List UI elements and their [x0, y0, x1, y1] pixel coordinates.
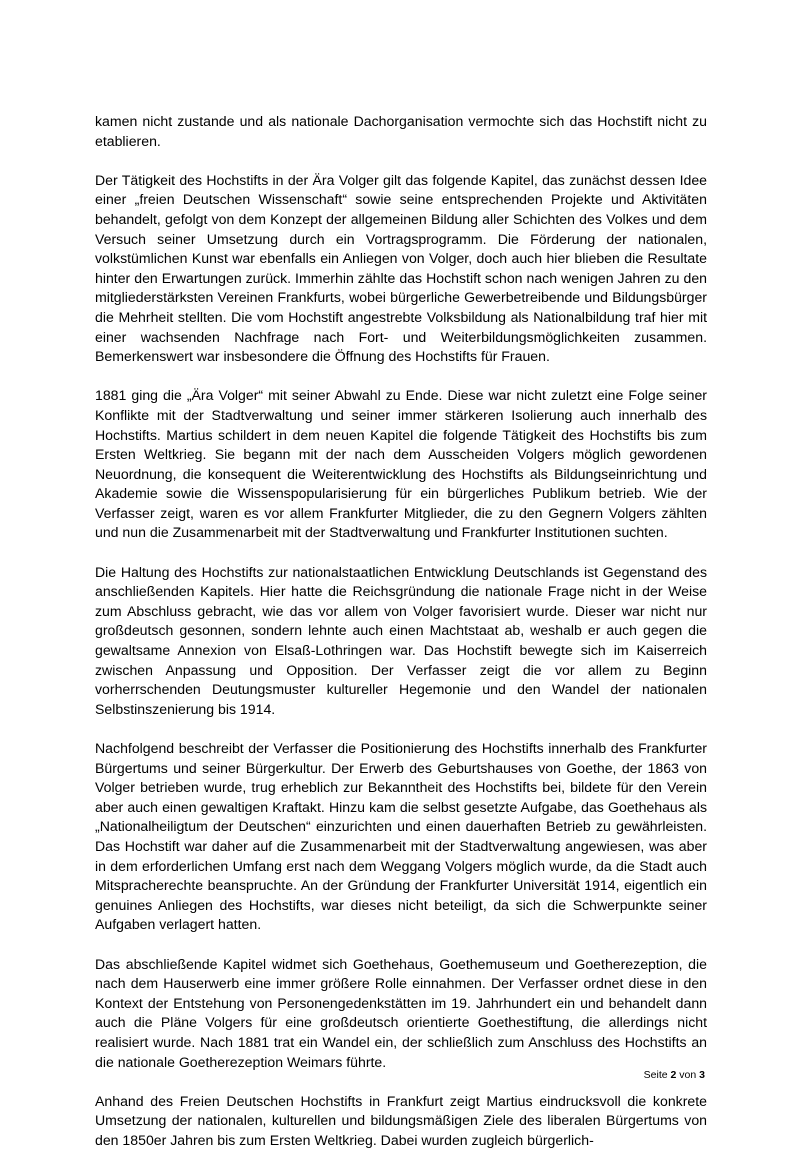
paragraph: Die Haltung des Hochstifts zur nationalstaatlichen Entwicklung Deutschlands ist Gegenstand des anschließenden Kapitels. Hier hatte die Reichsgründung die nationale Frage nicht in der Weise zum Abschluss gebracht, wie das vor allem von Volger favorisiert wurde. Dieser war nicht nur großdeutsch gesonnen, sondern lehnte auch einen Machtstaat ab, weshalb er auch gegen die gewaltsame Annexion von Elsaß-Lothringen war. Das Hochstift bewegte sich im Kaiserreich zwischen Anpassung und Opposition. Der Verfasser zeigt die vor allem zu Beginn vorherrschenden Deutungsmuster kultureller Hegemonie und den Wandel der nationalen Selbstinszenierung bis 1914. [95, 563, 707, 717]
paragraph: Der Tätigkeit des Hochstifts in der Ära Volger gilt das folgende Kapitel, das zunächst dessen Idee einer „freien Deutschen Wissenschaft“ sowie seine entsprechenden Projekte und Aktivitäten behandelt, gefolgt von dem Konzept der allgemeinen Bildung aller Schichten des Volkes und dem Versuch seiner Umsetzung durch ein Vortragsprogramm. Die Förderung der nationalen, volkstümlichen Kunst war ebenfalls ein Anliegen von Volger, doch auch hier blieben die Resultate hinter den Erwartungen zurück. Immerhin zählte das Hochstift schon nach wenigen Jahren zu den mitgliederstärksten Vereinen Frankfurts, wobei bürgerliche Gewerbetreibende und Bildungsbürger die Mehrheit stellten. Die vom Hochstift angestrebte Volksbildung als Nationalbildung traf hier mit einer wachsenden Nachfrage nach Fort- und Weiterbildungsmöglichkeiten zusammen. Bemerkenswert war insbesondere die Öffnung des Hochstifts für Frauen. [95, 171, 707, 365]
of-label: von [679, 1069, 697, 1081]
body-text [95, 112, 707, 1170]
paragraph: Nachfolgend beschreibt der Verfasser die Positionierung des Hochstifts innerhalb des Frankfurter Bürgertums und seiner Bürgerkultur. Der Erwerb des Geburtshauses von Goethe, der 1863 von Volger betrieben wurde, trug erheblich zur Bekanntheit des Hochstifts bei, bildete für den Verein aber auch einen gewaltigen Kraftakt. Hinzu kam die selbst gesetzte Aufgabe, das Goethehaus als „Nationalheiligtum der Deutschen“ einzurichten und einen dauerhaften Betrieb zu gewährleisten. Das Hochstift war daher auf die Zusammenarbeit mit der Stadtverwaltung angewiesen, was aber in dem erforderlichen Umfang erst nach dem Weggang Volgers möglich wurde, da die Stadt auch Mitspracherechte beanspruchte. An der Gründung der Frankfurter Universität 1914, eigentlich ein genuines Anliegen des Hochstifts, war dieses nicht beteiligt, da sich die Schwerpunkte seiner Aufgaben verlagert hatten. [95, 740, 707, 933]
page-footer [644, 1068, 705, 1082]
page-label: Seite [643, 1069, 668, 1081]
paragraph: kamen nicht zustande und als nationale Dachorganisation vermochte sich das Hochstift nicht zu etablieren. [95, 113, 707, 149]
paragraph: Anhand des Freien Deutschen Hochstifts in Frankfurt zeigt Martius eindrucksvoll die konkrete Umsetzung der nationalen, kulturellen und bildungsmäßigen Ziele des liberalen Bürgertums von den 1850er Jahren bis zum Ersten Weltkrieg. Dabei wurden zugleich bürgerlich- [95, 1092, 707, 1148]
current-page-number: 2 [670, 1069, 677, 1081]
total-pages-number: 3 [699, 1069, 705, 1081]
paragraph: Das abschließende Kapitel widmet sich Goethehaus, Goethemuseum und Goetherezeption, die nach dem Hauserwerb eine immer größere Rolle einnahmen. Der Verfasser ordnet diese in den Kontext der Entstehung von Personengedenkstätten im 19. Jahrhundert ein und behandelt dann auch die Pläne Volgers für eine großdeutsch orientierte Goethestiftung, die allerdings nicht realisiert wurde. Nach 1881 trat ein Wandel ein, der schließlich zum Anschluss des Hochstifts an die nationale Goetherezeption Weimars führte. [95, 955, 707, 1070]
paragraph: 1881 ging die „Ära Volger“ mit seiner Abwahl zu Ende. Diese war nicht zuletzt eine Folge seiner Konflikte mit der Stadtverwaltung und seiner immer stärkeren Isolierung auch innerhalb des Hochstifts. Martius schildert in dem neuen Kapitel die folgende Tätigkeit des Hochstifts bis zum Ersten Weltkrieg. Sie begann mit der nach dem Ausscheiden Volgers möglich gewordenen Neuordnung, die konsequent die Weiterentwicklung des Hochstifts als Bildungseinrichtung und Akademie sowie die Wissenspopularisierung für ein bürgerliches Publikum betrieb. Wie der Verfasser zeigt, waren es vor allem Frankfurter Mitglieder, die zu den Gegnern Volgers zählten und nun die Zusammenarbeit mit der Stadtverwaltung und Frankfurter Institutionen suchten. [95, 387, 707, 541]
